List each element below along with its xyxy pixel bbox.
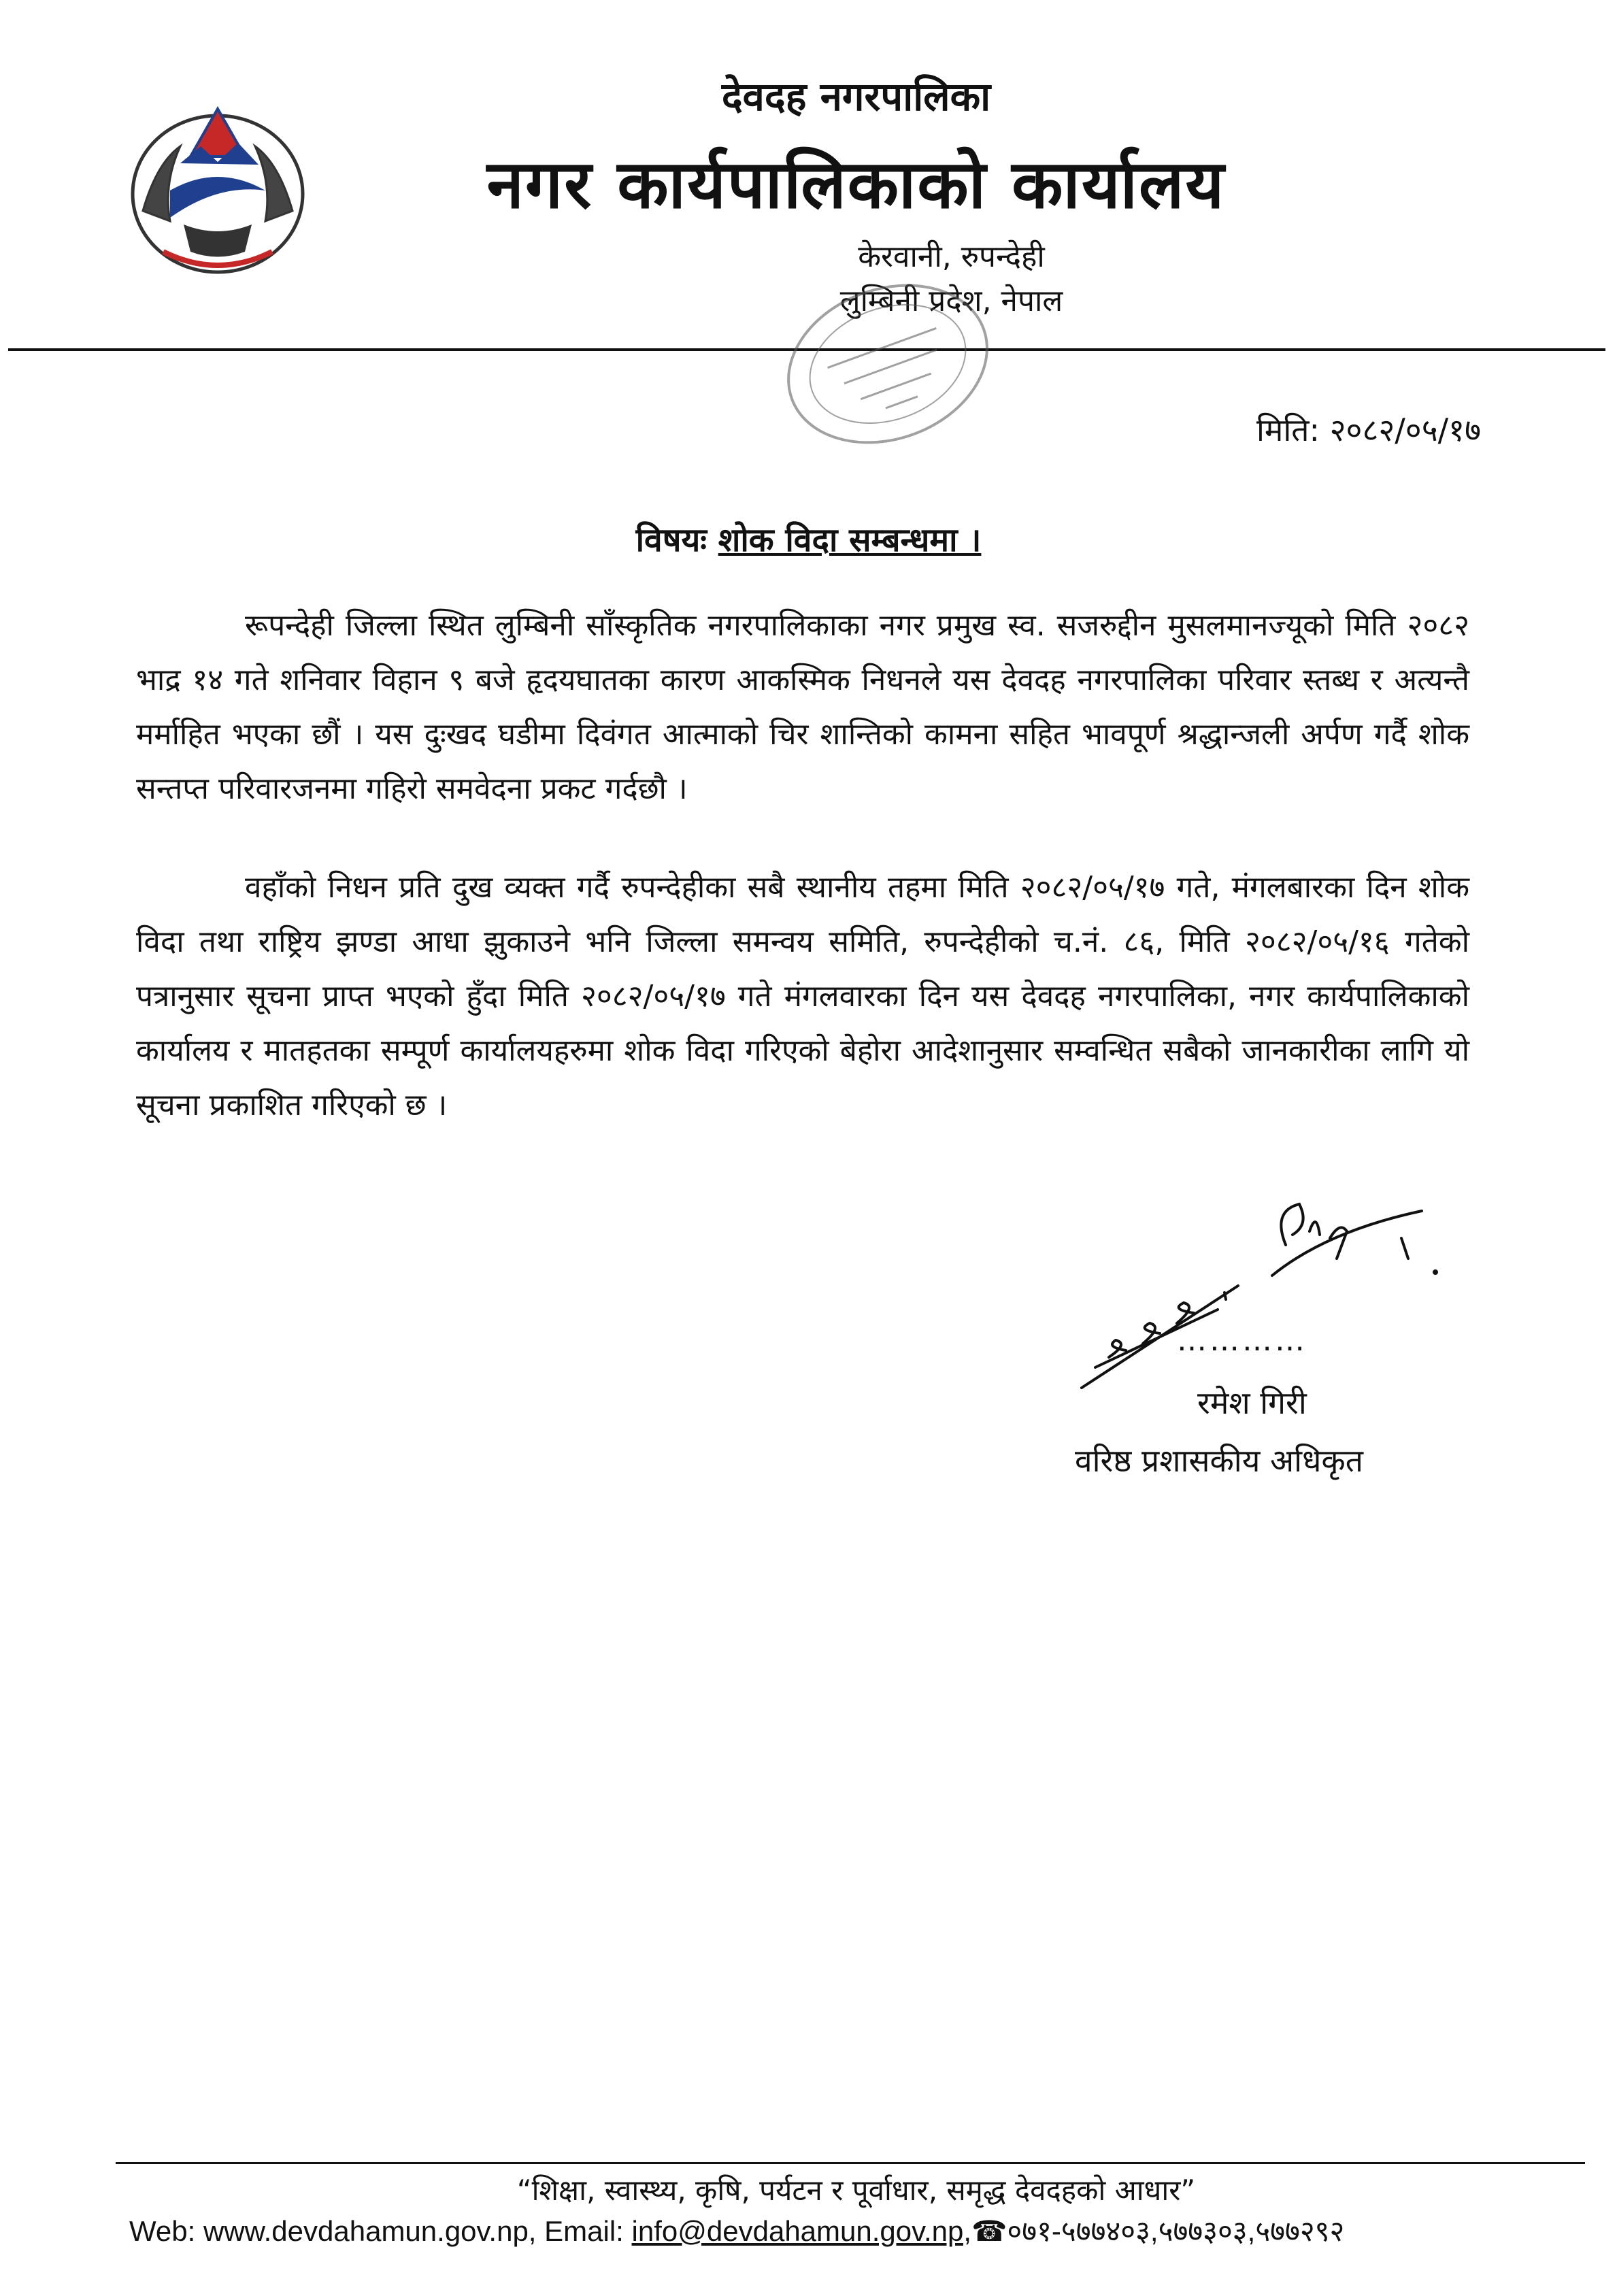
- body-paragraph-2: वहाँको निधन प्रति दुख व्यक्त गर्दै रुपन्देहीका सबै स्थानीय तहमा मिति २०८२/०५/१७ गते, मंगलबारका दिन शोक विदा तथा राष्ट्रिय झण्डा आधा झुकाउने भनि जिल्ला समन्वय समिति, रुपन्देहीको च.नं. ८६, मिति २०८२/०५/१६ गतेको पत्रानुसार सूचना प्राप्त भएको हुँदा मिति २०८२/०५/१७ गते मंगलवारका दिन यस देवदह नगरपालिका, नगर कार्यपालिकाको कार्यालय र मातहतका सम्पूर्ण कार्यालयहरुमा शोक विदा गरिएको बेहोरा आदेशानुसार सम्वन्धित सबैको जानकारीका लागि यो सूचना प्रकाशित गरिएको छ ।: [136, 870, 1469, 1122]
- email-link[interactable]: info@devdahamun.gov.np,: [631, 2215, 972, 2247]
- subject-line: [0, 517, 1617, 561]
- signatory-title: वरिष्ठ प्रशासकीय अधिकृत: [1075, 1442, 1363, 1479]
- web-label: Web:: [129, 2215, 196, 2247]
- phone-numbers: ०७१-५७७४०३,५७७३०३,५७७२९२: [1007, 2215, 1345, 2247]
- email-label: Email:: [544, 2215, 624, 2247]
- footer-contact: [129, 2211, 1344, 2250]
- office-title: नगर कार्यपालिकाको कार्यालय: [486, 146, 1226, 224]
- web-link[interactable]: www.devdahamun.gov.np,: [203, 2215, 537, 2247]
- body-paragraph-1: रूपन्देही जिल्ला स्थित लुम्बिनी साँस्कृतिक नगरपालिकाका नगर प्रमुख स्व. सजरुद्दीन मुसलमानज्यूको मिति २०८२ भाद्र १४ गते शनिवार विहान ९ बजे हृदयघातका कारण आकस्मिक निधनले यस देवदह नगरपालिका परिवार स्तब्ध र अत्यन्तै मर्माहित भएका छौं । यस दुःखद घडीमा दिवंगत आत्माको चिर शान्तिको कामना सहित भावपूर्ण श्रद्धान्जली अर्पण गर्दै शोक सन्तप्त परिवारजनमा गहिरो समवेदना प्रकट गर्दछौ ।: [136, 608, 1469, 806]
- subject-label: विषयः: [635, 521, 707, 559]
- office-stamp-icon: [776, 272, 1000, 456]
- footer-slogan: “शिक्षा, स्वास्थ्य, कृषि, पर्यटन र पूर्वाधार, समृद्ध देवदहको आधार”: [516, 2174, 1196, 2207]
- municipality-name: देवदह नगरपालिका: [721, 73, 991, 120]
- signature-icon: [1068, 1184, 1449, 1401]
- signatory-name: रमेश गिरी: [1197, 1384, 1307, 1421]
- address-line-2: लुम्बिनी प्रदेश, नेपाल: [839, 284, 1063, 318]
- phone-icon: ☎: [971, 2215, 1007, 2247]
- letter-date: मिति: २०८२/०५/१७: [1256, 412, 1481, 448]
- subject-text: शोक विदा सम्बन्धमा ।: [718, 521, 982, 559]
- address-line-1: केरवानी, रुपन्देही: [858, 239, 1045, 274]
- footer-divider: [116, 2162, 1585, 2164]
- signature-dots: …………: [1177, 1323, 1307, 1358]
